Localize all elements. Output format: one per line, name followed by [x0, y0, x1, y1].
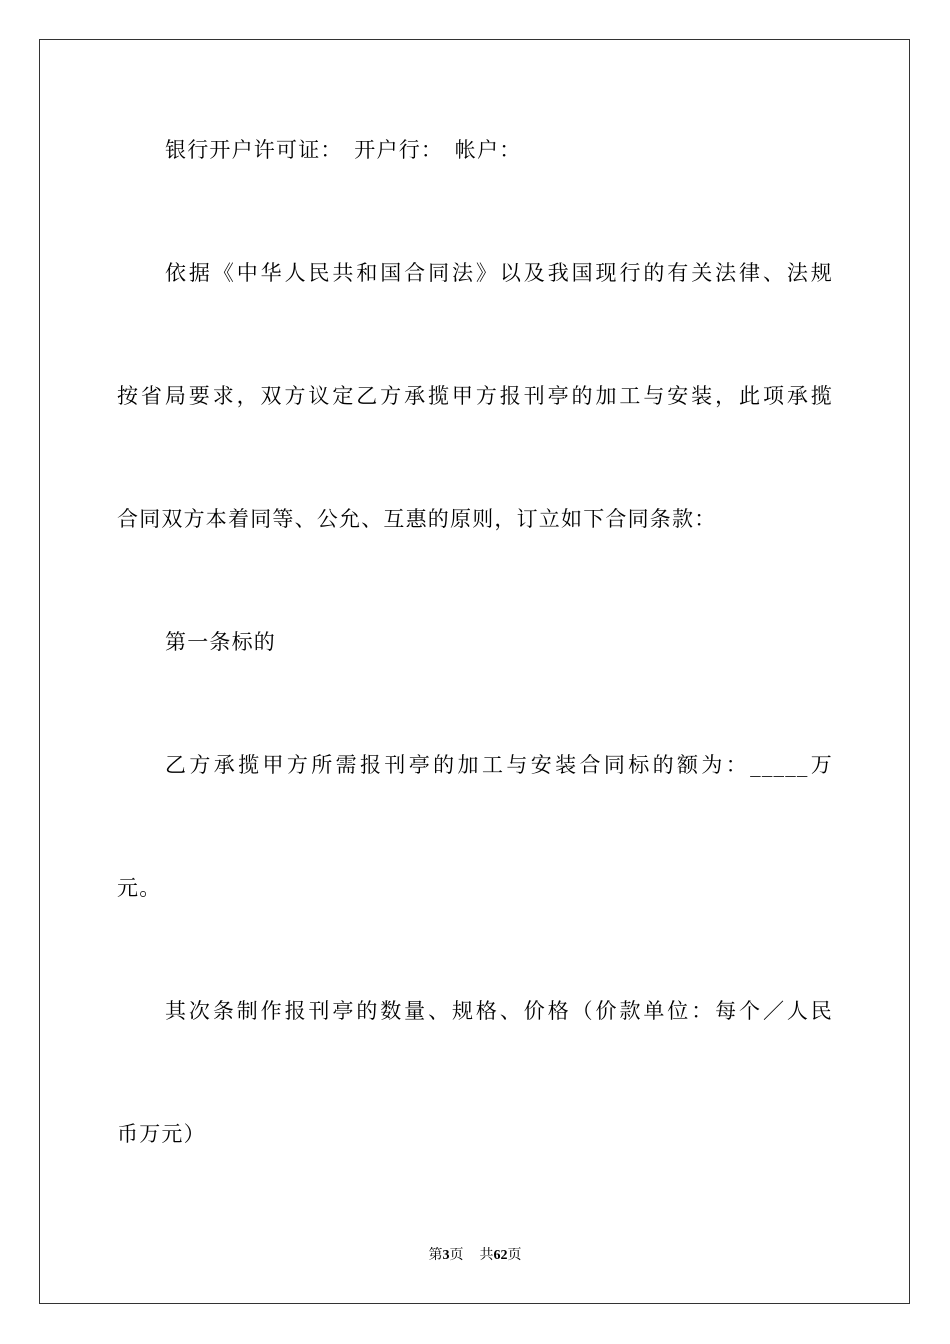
body-paragraph-line: 元。 [117, 876, 162, 900]
bank-account-line: 银行开户许可证： 开户行： 帐户： [165, 138, 522, 162]
body-paragraph-line: 乙方承揽甲方所需报刊亭的加工与安装合同标的额为：_____万 [165, 753, 833, 777]
article-heading: 第一条标的 [165, 630, 276, 654]
body-paragraph-line: 依据《中华人民共和国合同法》以及我国现行的有关法律、法规 [165, 261, 833, 285]
page-border [39, 39, 910, 1304]
total-prefix: 共 [479, 1248, 494, 1263]
body-paragraph-line: 币万元） [117, 1122, 206, 1146]
page-footer [0, 1247, 950, 1265]
body-paragraph-line: 合同双方本着同等、公允、互惠的原则，订立如下合同条款： [117, 507, 717, 531]
page-prefix: 第 [428, 1248, 443, 1263]
page-suffix: 页 [449, 1248, 464, 1263]
current-page-number: 3 [442, 1248, 450, 1263]
total-suffix: 页 [507, 1248, 522, 1263]
total-page-count: 62 [493, 1248, 508, 1263]
body-paragraph-line: 其次条制作报刊亭的数量、规格、价格（价款单位：每个／人民 [165, 999, 833, 1023]
body-paragraph-line: 按省局要求，双方议定乙方承揽甲方报刊亭的加工与安装，此项承揽 [117, 384, 833, 408]
